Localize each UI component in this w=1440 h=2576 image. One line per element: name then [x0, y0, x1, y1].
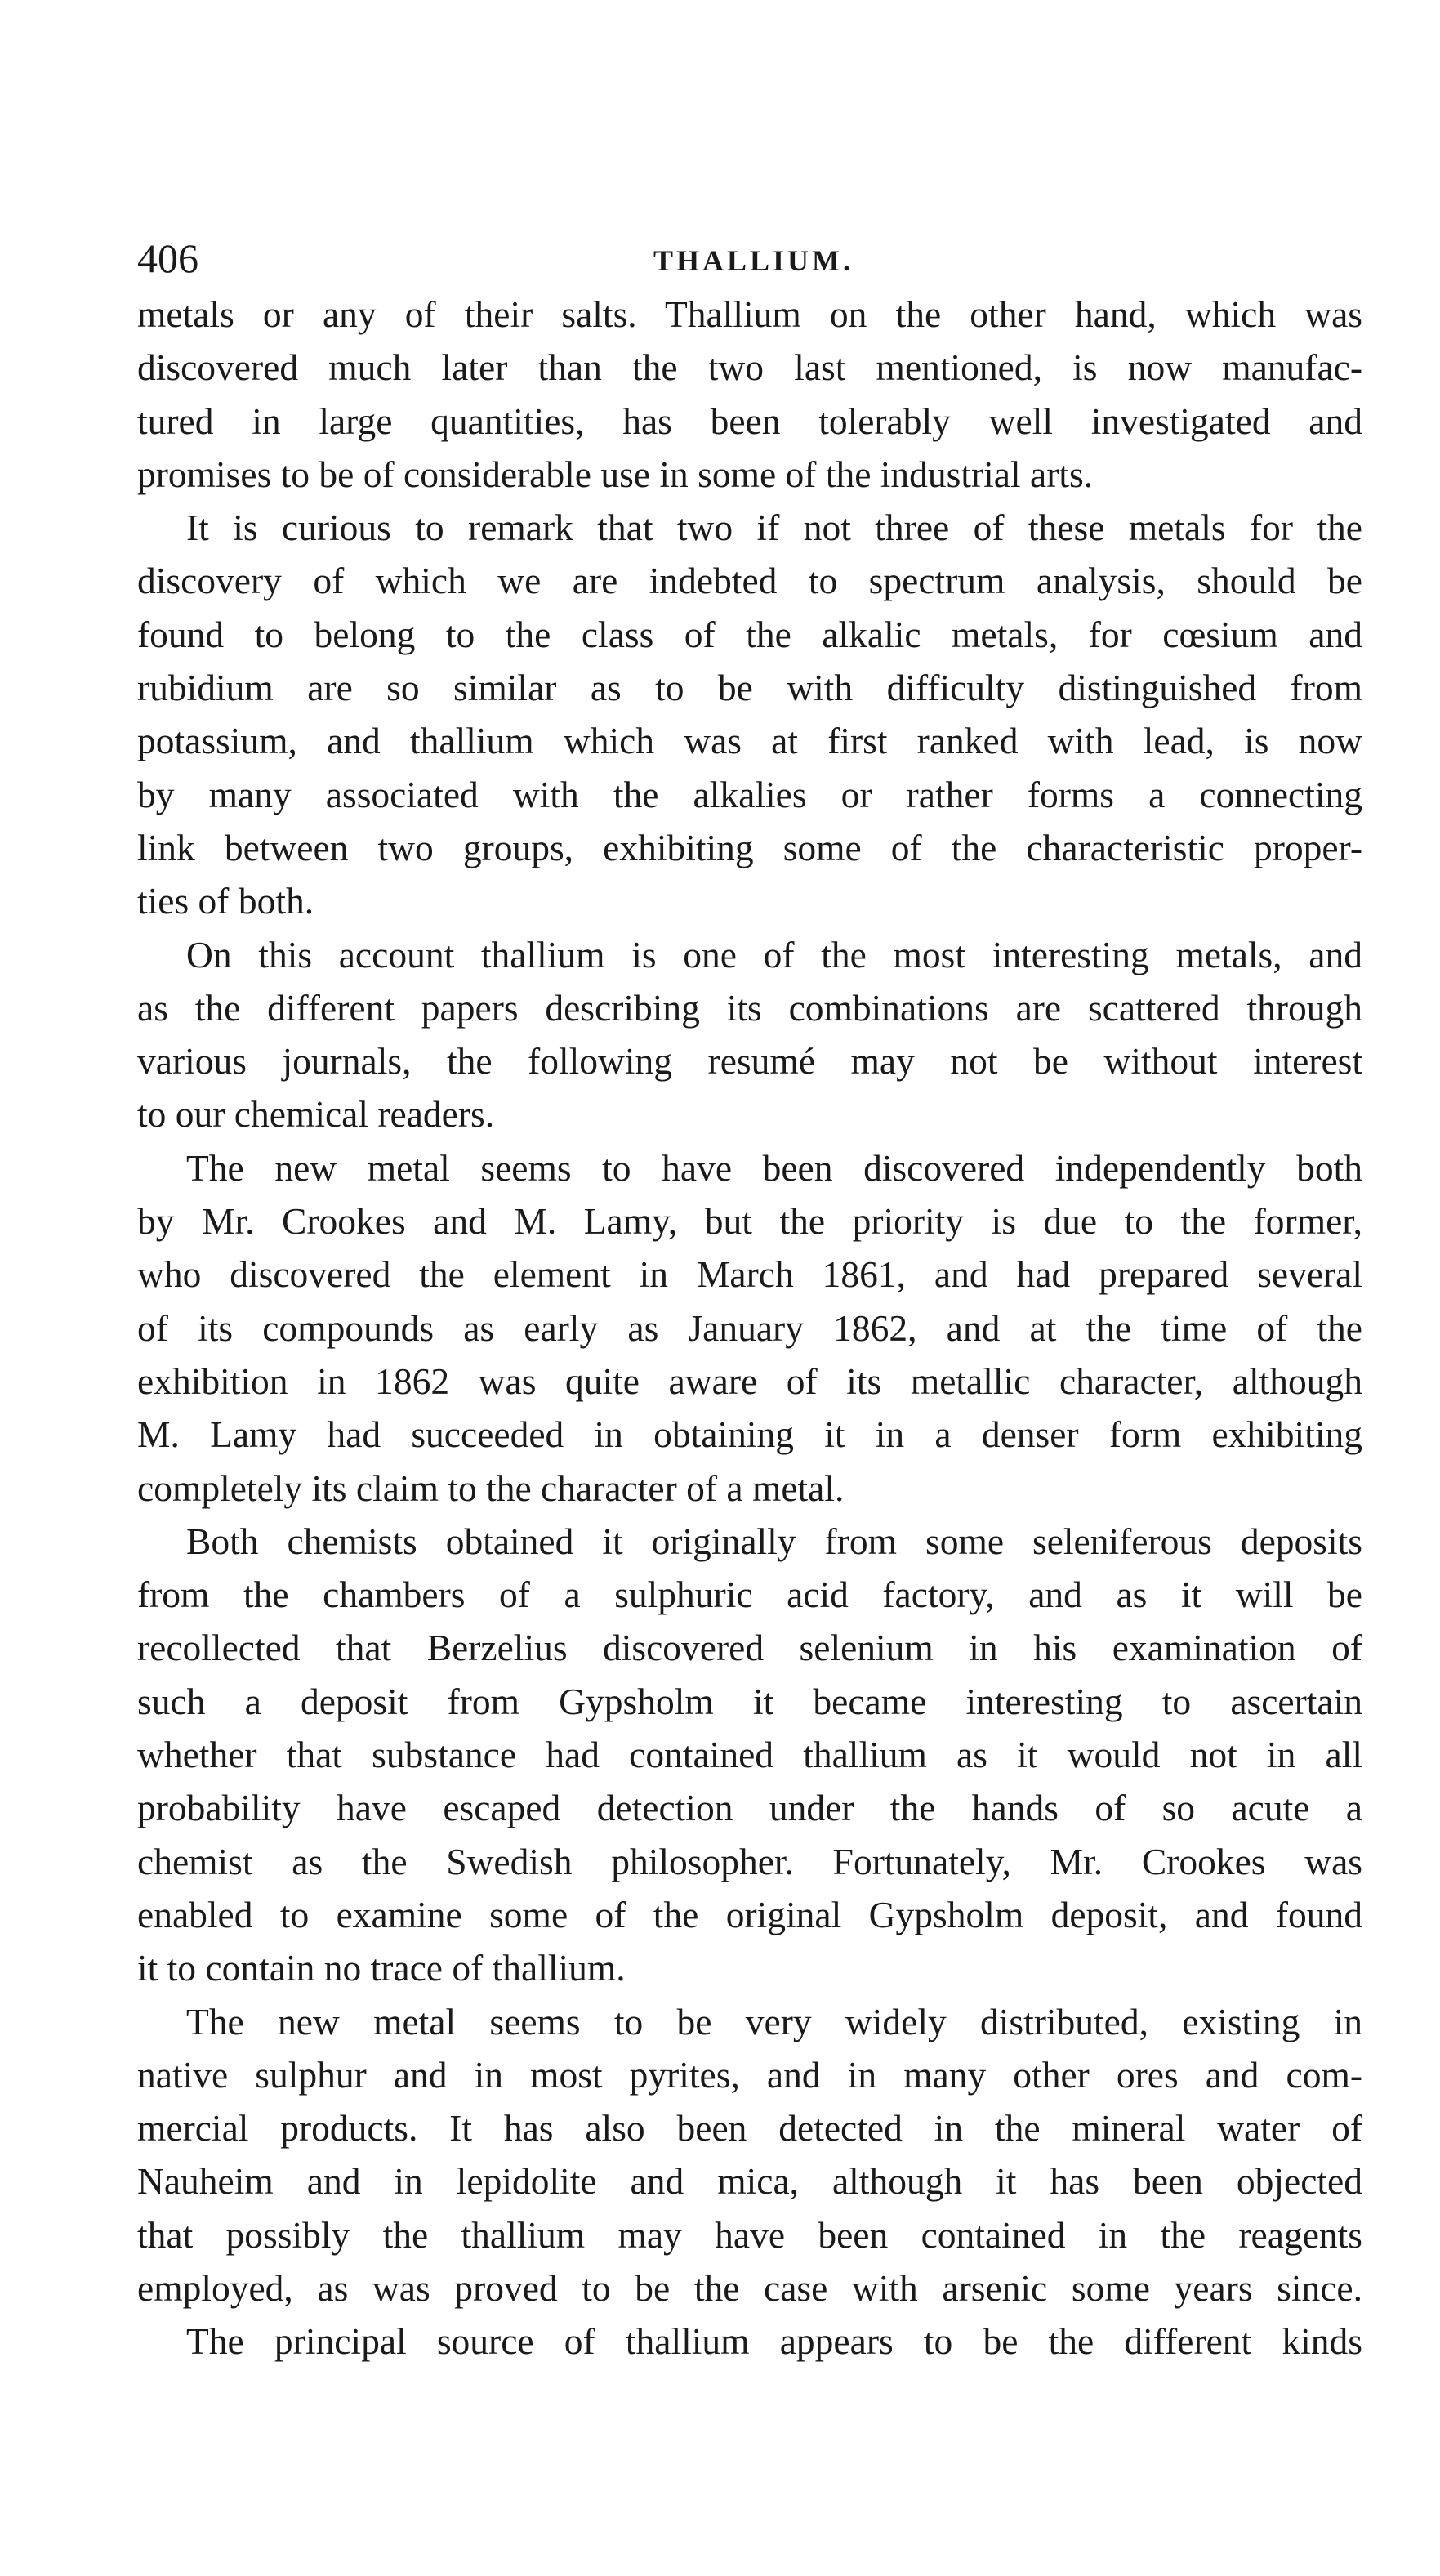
paragraph — [137, 2315, 1362, 2368]
text-line: Both chemists obtained it originally from some seleniferous deposits — [186, 1520, 1362, 1562]
paragraph — [137, 501, 1362, 927]
text-line: completely its claim to the character of a metal. — [137, 1467, 845, 1509]
text-line: The new metal seems to be very widely distributed, existing in — [186, 2000, 1362, 2042]
text-line: ties of both. — [137, 880, 314, 922]
text-line: probability have escaped detection under the hands of so acute a — [137, 1787, 1362, 1829]
text-line: discovery of which we are indebted to spectrum analysis, should be — [137, 560, 1362, 602]
text-line: It is curious to remark that two if not three of these metals for the — [186, 507, 1362, 549]
text-line: chemist as the Swedish philosopher. Fortunately, Mr. Crookes was — [137, 1840, 1362, 1882]
text-line: that possibly the thallium may have been contained in the reagents — [137, 2213, 1362, 2256]
text-line: tured in large quantities, has been tolerably well investigated and — [137, 400, 1362, 442]
paragraph — [137, 1515, 1362, 1995]
text-line: native sulphur and in most pyrites, and in many other ores and com- — [137, 2053, 1362, 2096]
text-line: discovered much later than the two last mentioned, is now manufac- — [137, 346, 1362, 389]
text-line: by many associated with the alkalies or rather forms a connecting — [137, 773, 1362, 815]
text-line: The new metal seems to have been discovered independently both — [186, 1146, 1362, 1189]
paragraph — [137, 928, 1362, 1141]
text-line: to our chemical readers. — [137, 1093, 495, 1136]
text-line: exhibition in 1862 was quite aware of its metallic character, although — [137, 1359, 1362, 1402]
text-line: found to belong to the class of the alkalic metals, for cœsium and — [137, 613, 1362, 655]
text-line: enabled to examine some of the original Gypsholm deposit, and found — [137, 1893, 1362, 1935]
paragraph — [137, 1141, 1362, 1515]
text-line: who discovered the element in March 1861, and had prepared several — [137, 1253, 1362, 1296]
paragraph — [137, 1995, 1362, 2315]
text-line: M. Lamy had succeeded in obtaining it in a denser form exhibiting — [137, 1413, 1362, 1456]
paragraph — [137, 288, 1362, 501]
text-line: by Mr. Crookes and M. Lamy, but the priority is due to the former, — [137, 1200, 1362, 1243]
text-line: The principal source of thallium appears to be the different kinds — [186, 2320, 1362, 2363]
text-line: as the different papers describing its combinations are scattered through — [137, 986, 1362, 1029]
running-head: THALLIUM. — [653, 244, 854, 277]
text-line: various journals, the following resumé may not be without interest — [137, 1040, 1362, 1083]
text-line: link between two groups, exhibiting some of the characteristic proper- — [137, 826, 1362, 868]
text-line: promises to be of considerable use in some of the industrial arts. — [137, 453, 1094, 495]
text-line: metals or any of their salts. Thallium on the other hand, which was — [137, 293, 1362, 335]
text-line: such a deposit from Gypsholm it became interesting to ascertain — [137, 1680, 1362, 1722]
text-line: potassium, and thallium which was at first ranked with lead, is now — [137, 720, 1362, 762]
text-line: it to contain no trace of thallium. — [137, 1947, 626, 1989]
text-line: rubidium are so similar as to be with difficulty distinguished from — [137, 667, 1362, 709]
body-text — [137, 288, 1362, 2368]
text-line: from the chambers of a sulphuric acid factory, and as it will be — [137, 1574, 1362, 1616]
page-number: 406 — [137, 235, 198, 281]
text-line: recollected that Berzelius discovered selenium in his examination of — [137, 1627, 1362, 1669]
text-line: whether that substance had contained thallium as it would not in all — [137, 1734, 1362, 1776]
text-line: employed, as was proved to be the case with arsenic some years since. — [137, 2266, 1362, 2309]
text-line: of its compounds as early as January 1862, and at the time of the — [137, 1306, 1362, 1349]
text-line: Nauheim and in lepidolite and mica, although it has been objected — [137, 2160, 1362, 2203]
text-line: mercial products. It has also been detected in the mineral water of — [137, 2107, 1362, 2150]
page-header — [137, 221, 1362, 294]
text-line: On this account thallium is one of the most interesting metals, and — [186, 933, 1362, 975]
